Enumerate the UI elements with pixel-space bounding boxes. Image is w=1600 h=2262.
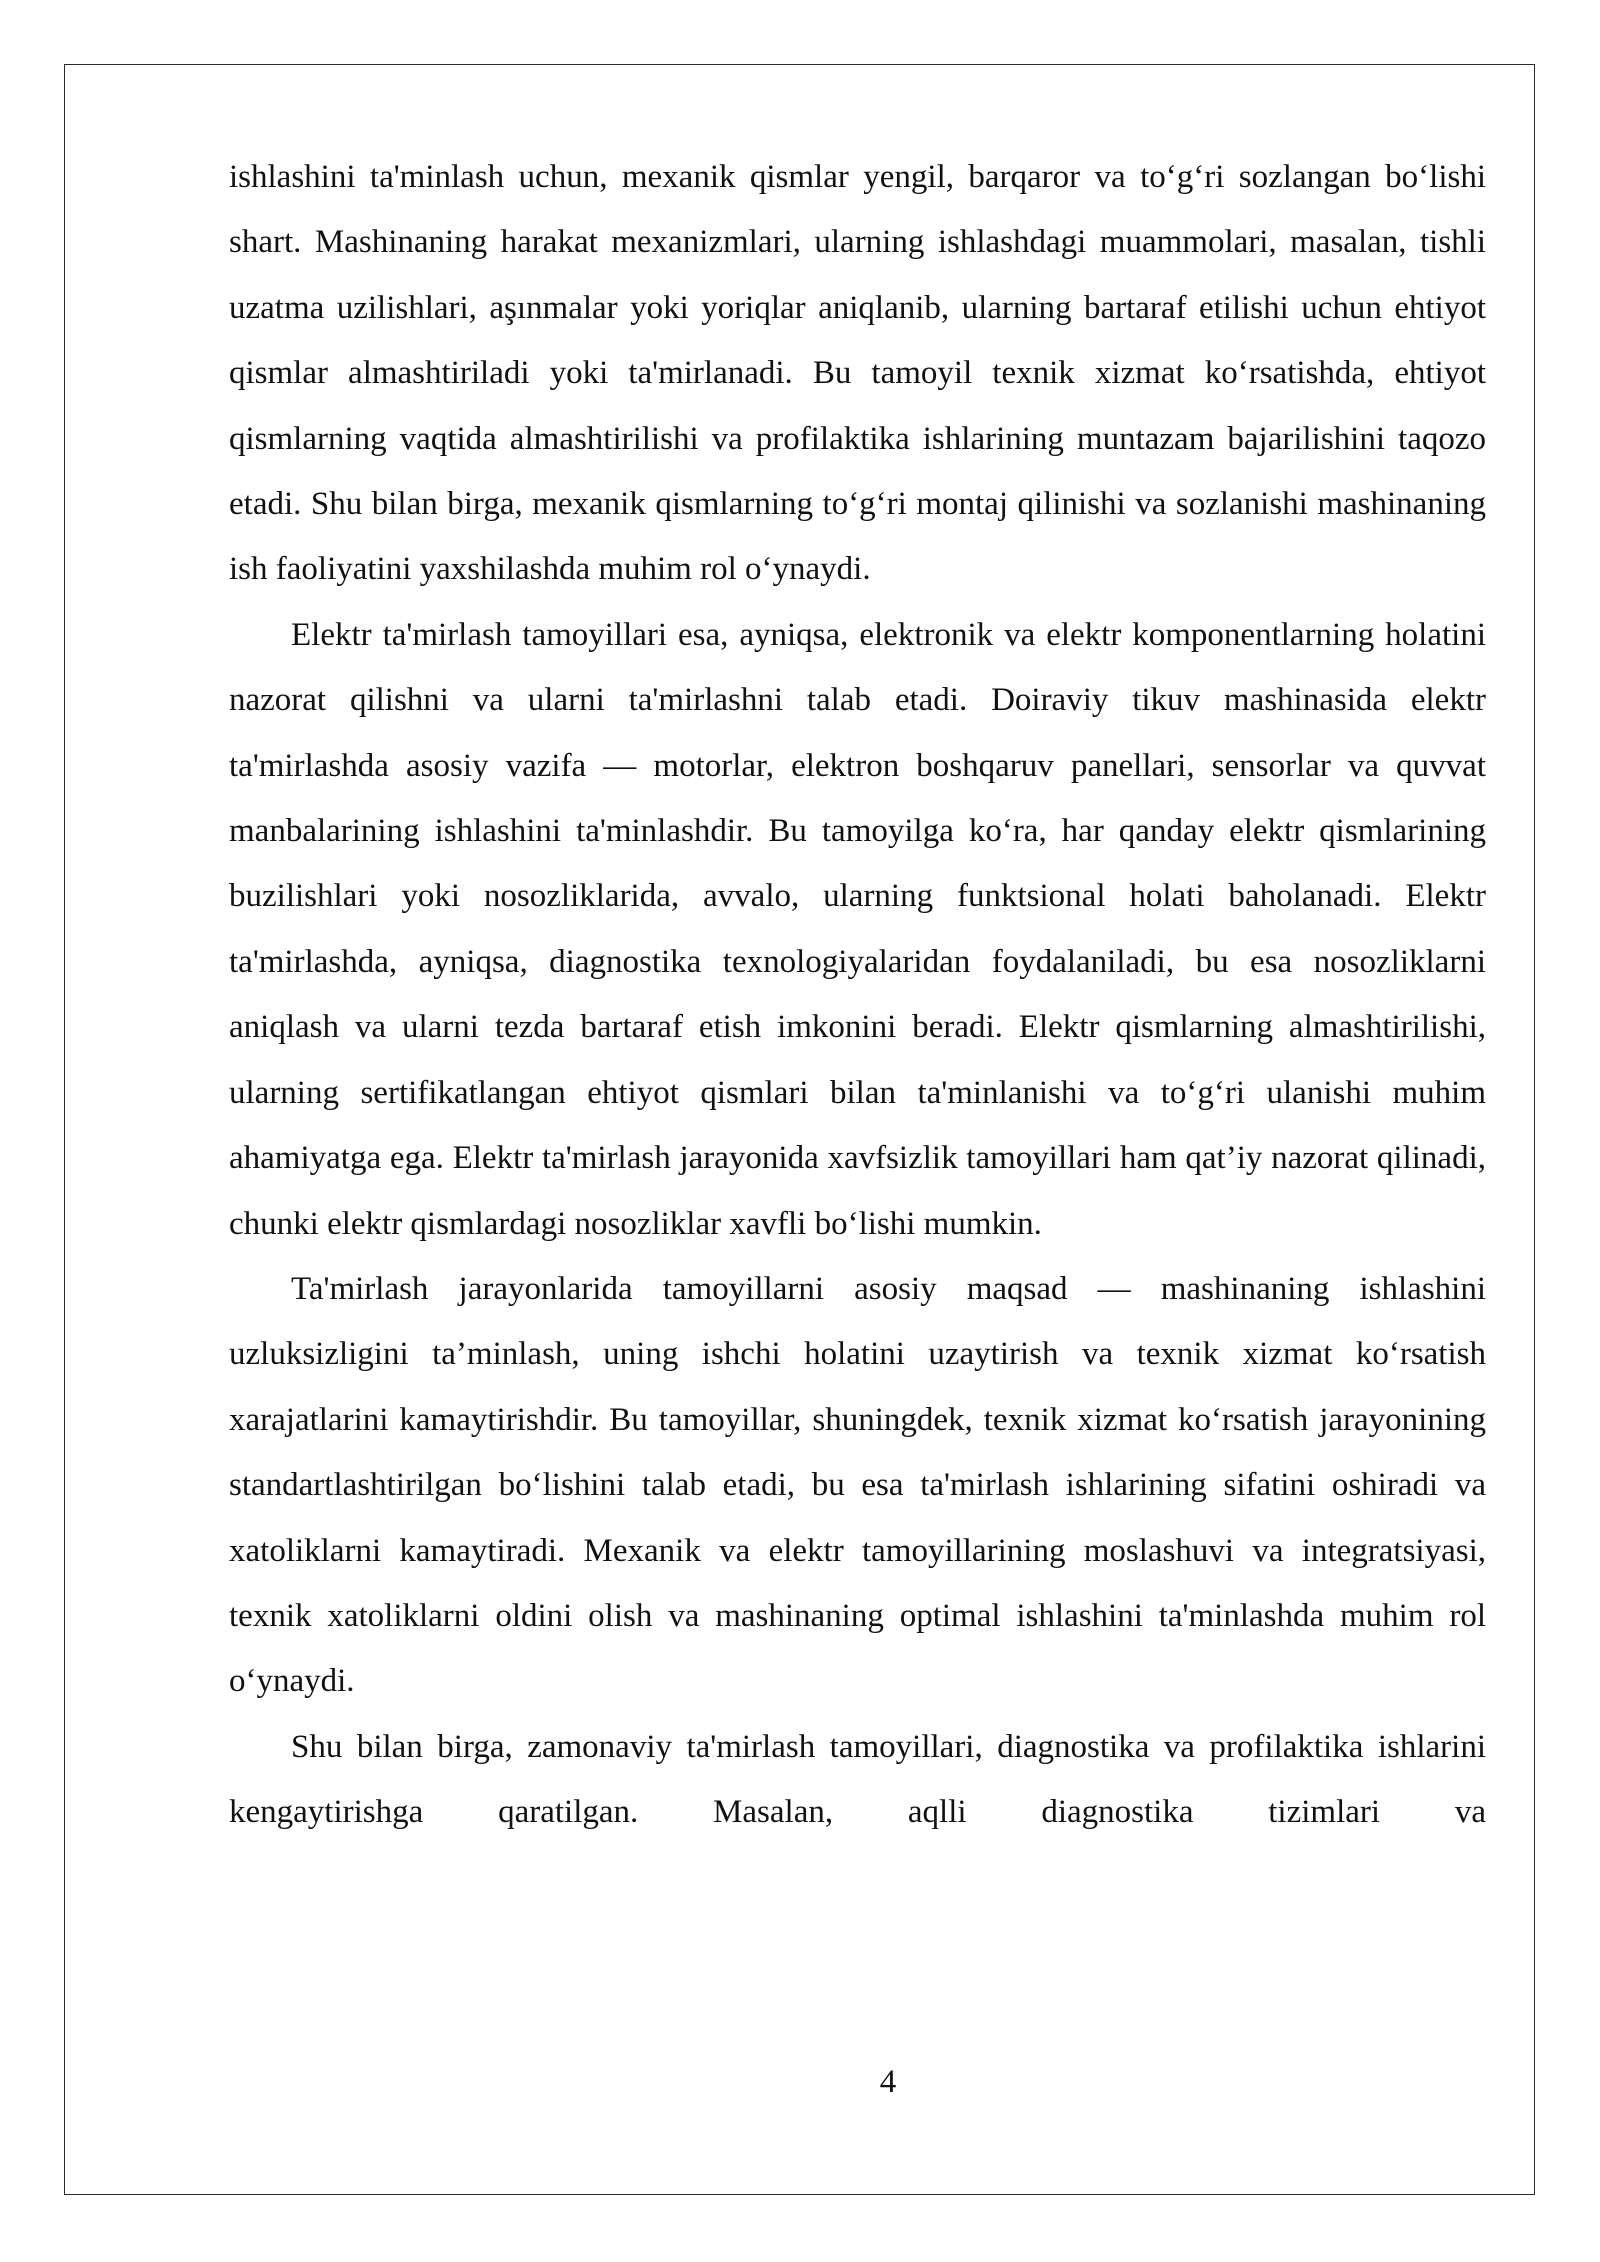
paragraph-3: Ta'mirlash jarayonlarida tamoyillarni asosiy maqsad — mashinaning ishlashini uzluksizligini ta’minlash, uning ishchi holatini uzaytirish va texnik xizmat ko‘rsatish xarajatlarini kamaytirishdir. Bu tamoyillar, shuningdek, texnik xizmat ko‘rsatish jarayonining standartlashtirilgan bo‘lishini talab etadi, bu esa ta'mirlash ishlarining sifatini oshiradi va xatoliklarni kamaytiradi. Mexanik va elektr tamoyillarining moslashuvi va integratsiyasi, texnik xatoliklarni oldini olish va mashinaning optimal ishlashini ta'minlashda muhim rol o‘ynaydi. [229, 1270, 1486, 1700]
paragraph-2: Elektr ta'mirlash tamoyillari esa, ayniqsa, elektronik va elektr komponentlarning holatini nazorat qilishni va ularni ta'mirlashni talab etadi. Doiraviy tikuv mashinasida elektr ta'mirlashda asosiy vazifa — motorlar, elektron boshqaruv panellari, sensorlar va quvvat manbalarining ishlashini ta'minlashdir. Bu tamoyilga ko‘ra, har qanday elektr qismlarining buzilishlari yoki nosozliklarida, avvalo, ularning funktsional holati baholanadi. Elektr ta'mirlashda, ayniqsa, diagnostika texnologiyalaridan foydalaniladi, bu esa nosozliklarni aniqlash va ularni tezda bartaraf etish imkonini beradi. Elektr qismlarning almashtirilishi, ularning sertifikatlangan ehtiyot qismlari bilan ta'minlanishi va to‘g‘ri ulanishi muhim ahamiyatga ega. Elektr ta'mirlash jarayonida xavfsizlik tamoyillari ham qat’iy nazorat qilinadi, chunki elektr qismlardagi nosozliklar xavfli bo‘lishi mumkin. [229, 616, 1486, 1242]
paragraph-1: ishlashini ta'minlash uchun, mexanik qismlar yengil, barqaror va to‘g‘ri sozlangan bo‘lishi shart. Mashinaning harakat mexanizmlari, ularning ishlashdagi muammolari, masalan, tishli uzatma uzilishlari, aşınmalar yoki yoriqlar aniqlanib, ularning bartaraf etilishi uchun ehtiyot qismlar almashtiriladi yoki ta'mirlanadi. Bu tamoyil texnik xizmat ko‘rsatishda, ehtiyot qismlarning vaqtida almashtirilishi va profilaktika ishlarining muntazam bajarilishini taqozo etadi. Shu bilan birga, mexanik qismlarning to‘g‘ri montaj qilinishi va sozlanishi mashinaning ish faoliyatini yaxshilashda muhim rol o‘ynaydi. [229, 159, 1486, 588]
page-number: 4 [879, 2064, 897, 2100]
paragraph-4: Shu bilan birga, zamonaviy ta'mirlash tamoyillari, diagnostika va profilaktika ishlarini kengaytirishga qaratilgan. Masalan, aqlli diagnostika tizimlari va [229, 1728, 1486, 1831]
document-body [229, 145, 1486, 1846]
